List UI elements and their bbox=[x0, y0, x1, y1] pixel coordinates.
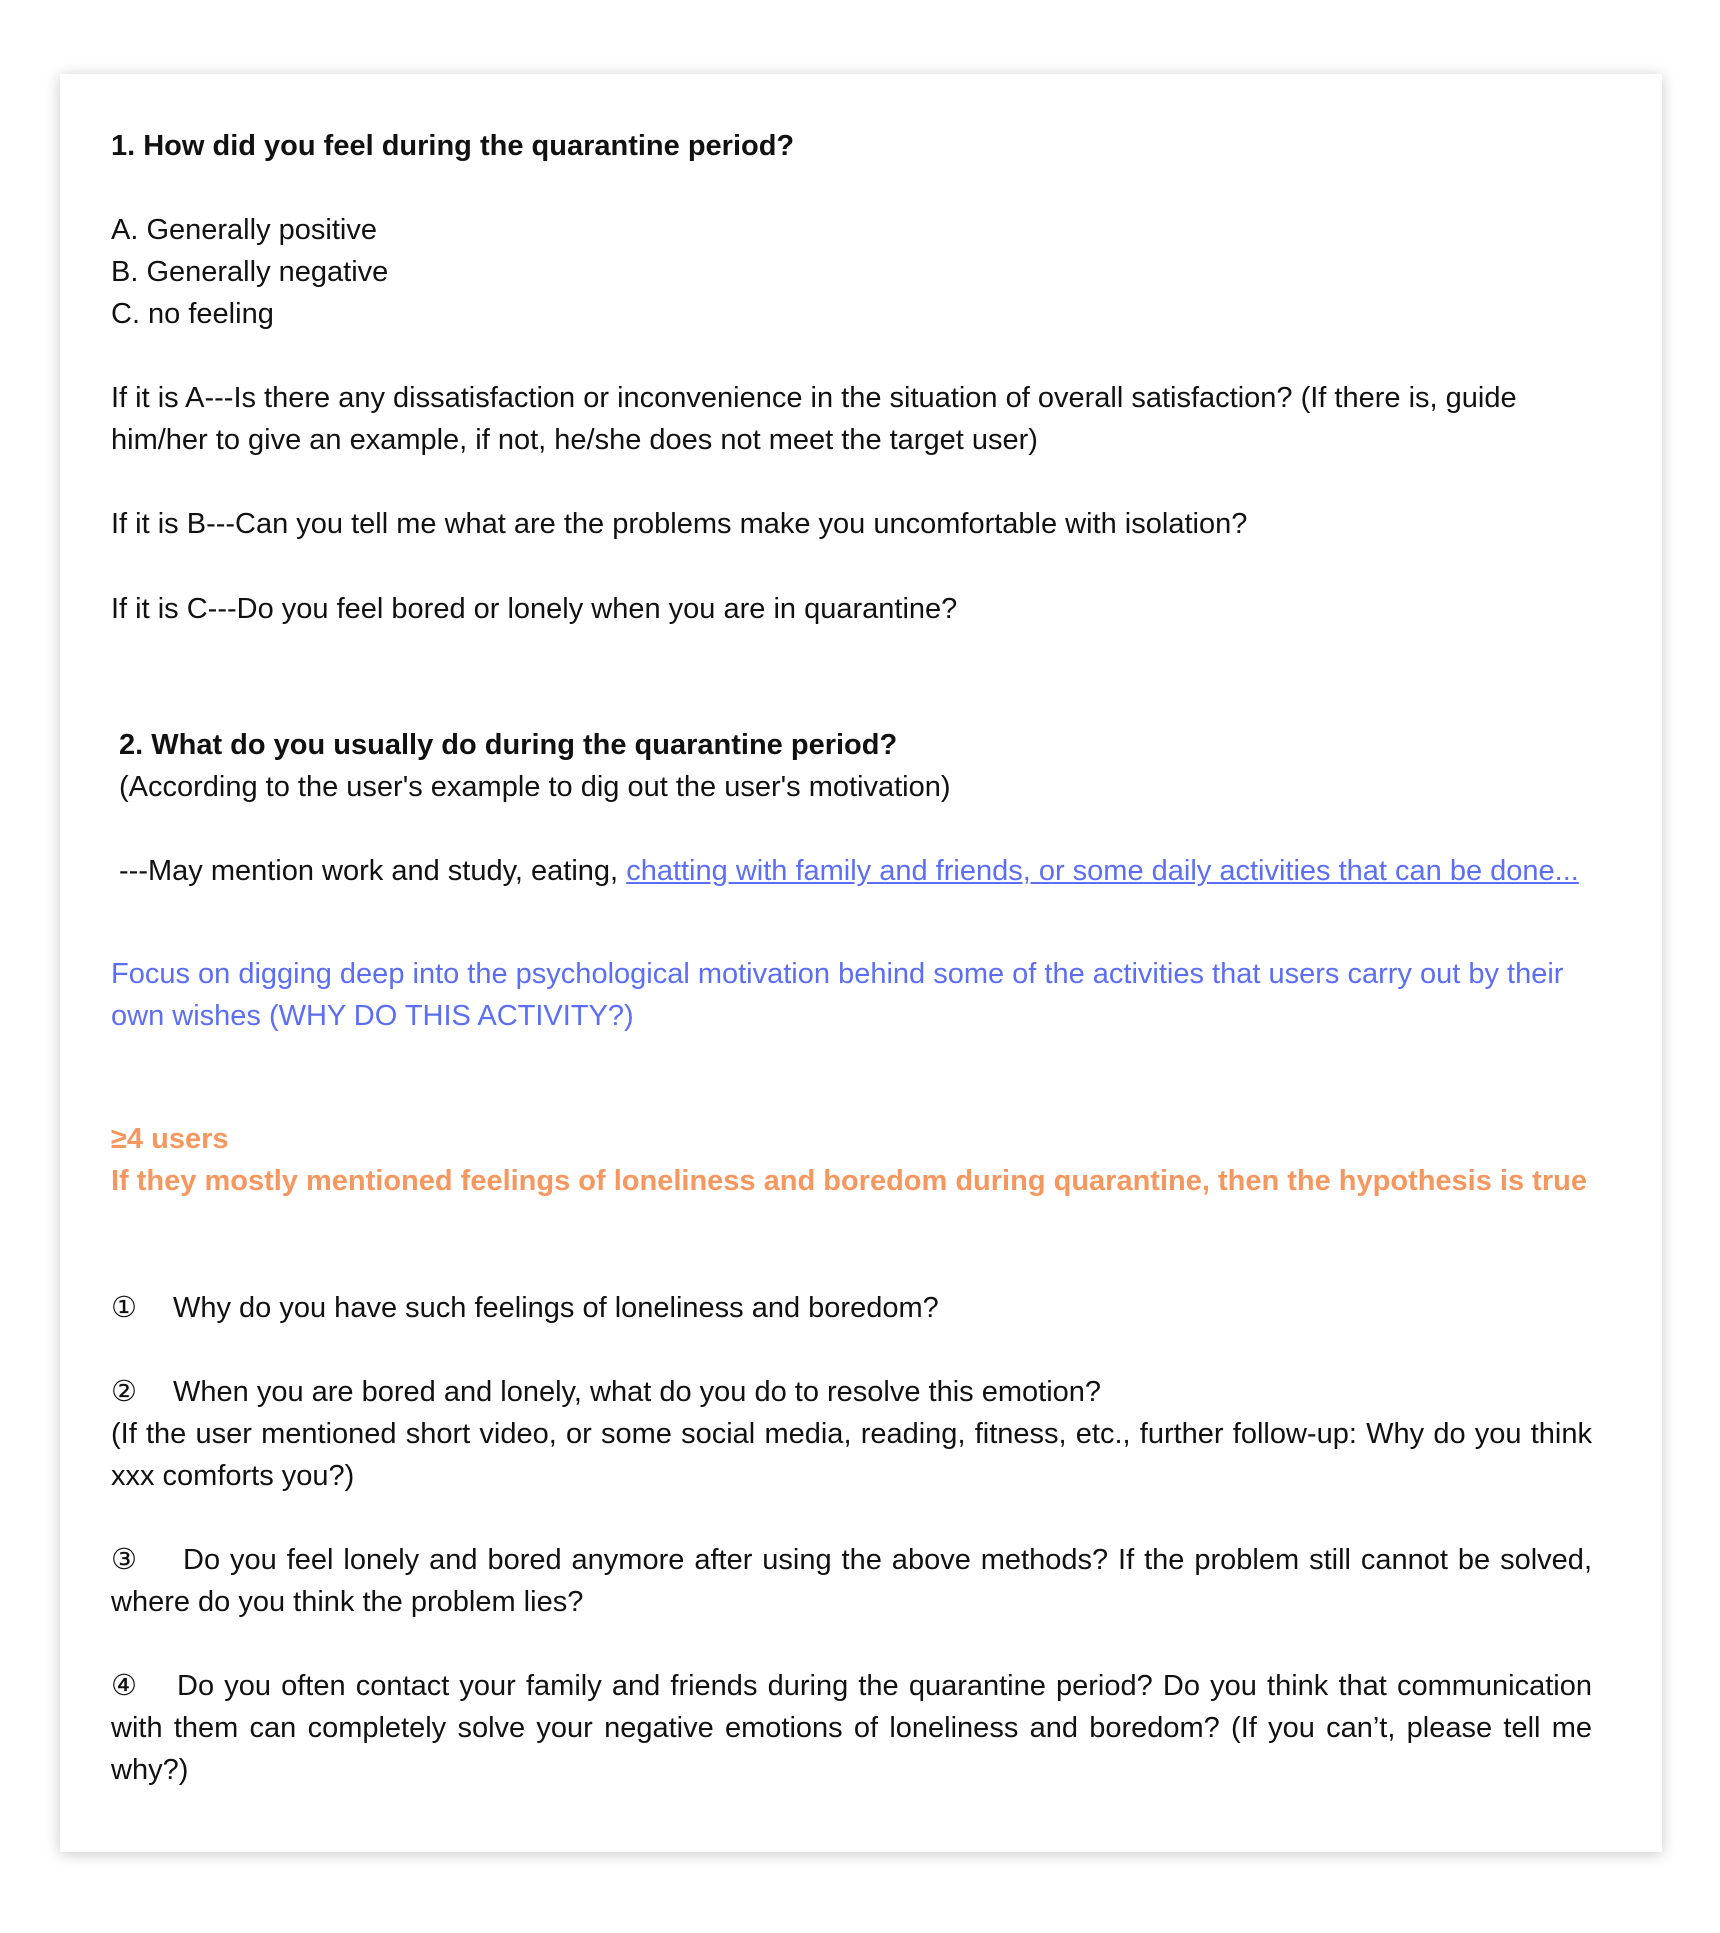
subquestion-3 bbox=[111, 1539, 1592, 1623]
followup-a: If it is A---Is there any dissatisfaction or inconvenience in the situation of overall satisfaction? (If there is, guide him/her to give an example, if not, he/she does not meet the target user) bbox=[111, 382, 1517, 456]
followup-c: If it is C---Do you feel bored or lonely when you are in quarantine? bbox=[111, 593, 958, 625]
circled-number-2: ② bbox=[111, 1376, 137, 1408]
option-b: B. Generally negative bbox=[111, 256, 389, 288]
circled-number-4: ④ bbox=[111, 1670, 137, 1702]
subquestion-text: Why do you have such feelings of loneliness and boredom? bbox=[173, 1292, 939, 1324]
subquestion-1 bbox=[111, 1287, 1592, 1329]
subquestion-text: Do you often contact your family and friends during the quarantine period? Do you think that communication with them can completely solve your negative emotions of loneliness and boredom? (If you can’t, please tell me why?) bbox=[111, 1670, 1592, 1786]
subquestion-4 bbox=[111, 1665, 1592, 1791]
subquestion-text: Do you feel lonely and bored anymore after using the above methods? If the problem still cannot be solved, where do you think the problem lies? bbox=[111, 1544, 1592, 1618]
hypothesis-threshold: ≥4 users bbox=[111, 1123, 229, 1155]
circled-number-3: ③ bbox=[111, 1544, 137, 1576]
subquestion-2 bbox=[111, 1371, 1592, 1497]
focus-note: Focus on digging deep into the psychological motivation behind some of the activities that users carry out by their own wishes (WHY DO THIS ACTIVITY?) bbox=[111, 958, 1564, 1032]
hypothesis-statement: If they mostly mentioned feelings of loneliness and boredom during quarantine, then the hypothesis is true bbox=[111, 1165, 1587, 1197]
subquestion-note: (If the user mentioned short video, or some social media, reading, fitness, etc., further follow-up: Why do you think xxx comforts you?) bbox=[111, 1418, 1592, 1492]
question-1-title: 1. How did you feel during the quarantine period? bbox=[111, 130, 795, 162]
option-a: A. Generally positive bbox=[111, 214, 377, 246]
mention-prefix: ---May mention work and study, eating, bbox=[119, 855, 627, 887]
subquestion-text: When you are bored and lonely, what do you do to resolve this emotion? bbox=[173, 1376, 1102, 1408]
mention-link[interactable]: chatting with family and friends, or some daily activities that can be done... bbox=[626, 855, 1579, 887]
followup-b: If it is B---Can you tell me what are the problems make you uncomfortable with isolation? bbox=[111, 508, 1248, 540]
option-c: C. no feeling bbox=[111, 298, 274, 330]
mention-paragraph bbox=[119, 850, 1603, 892]
circled-number-1: ① bbox=[111, 1292, 137, 1324]
question-2-title: 2. What do you usually do during the quarantine period? bbox=[119, 729, 898, 761]
question-2-subtitle: (According to the user's example to dig out the user's motivation) bbox=[119, 771, 951, 803]
